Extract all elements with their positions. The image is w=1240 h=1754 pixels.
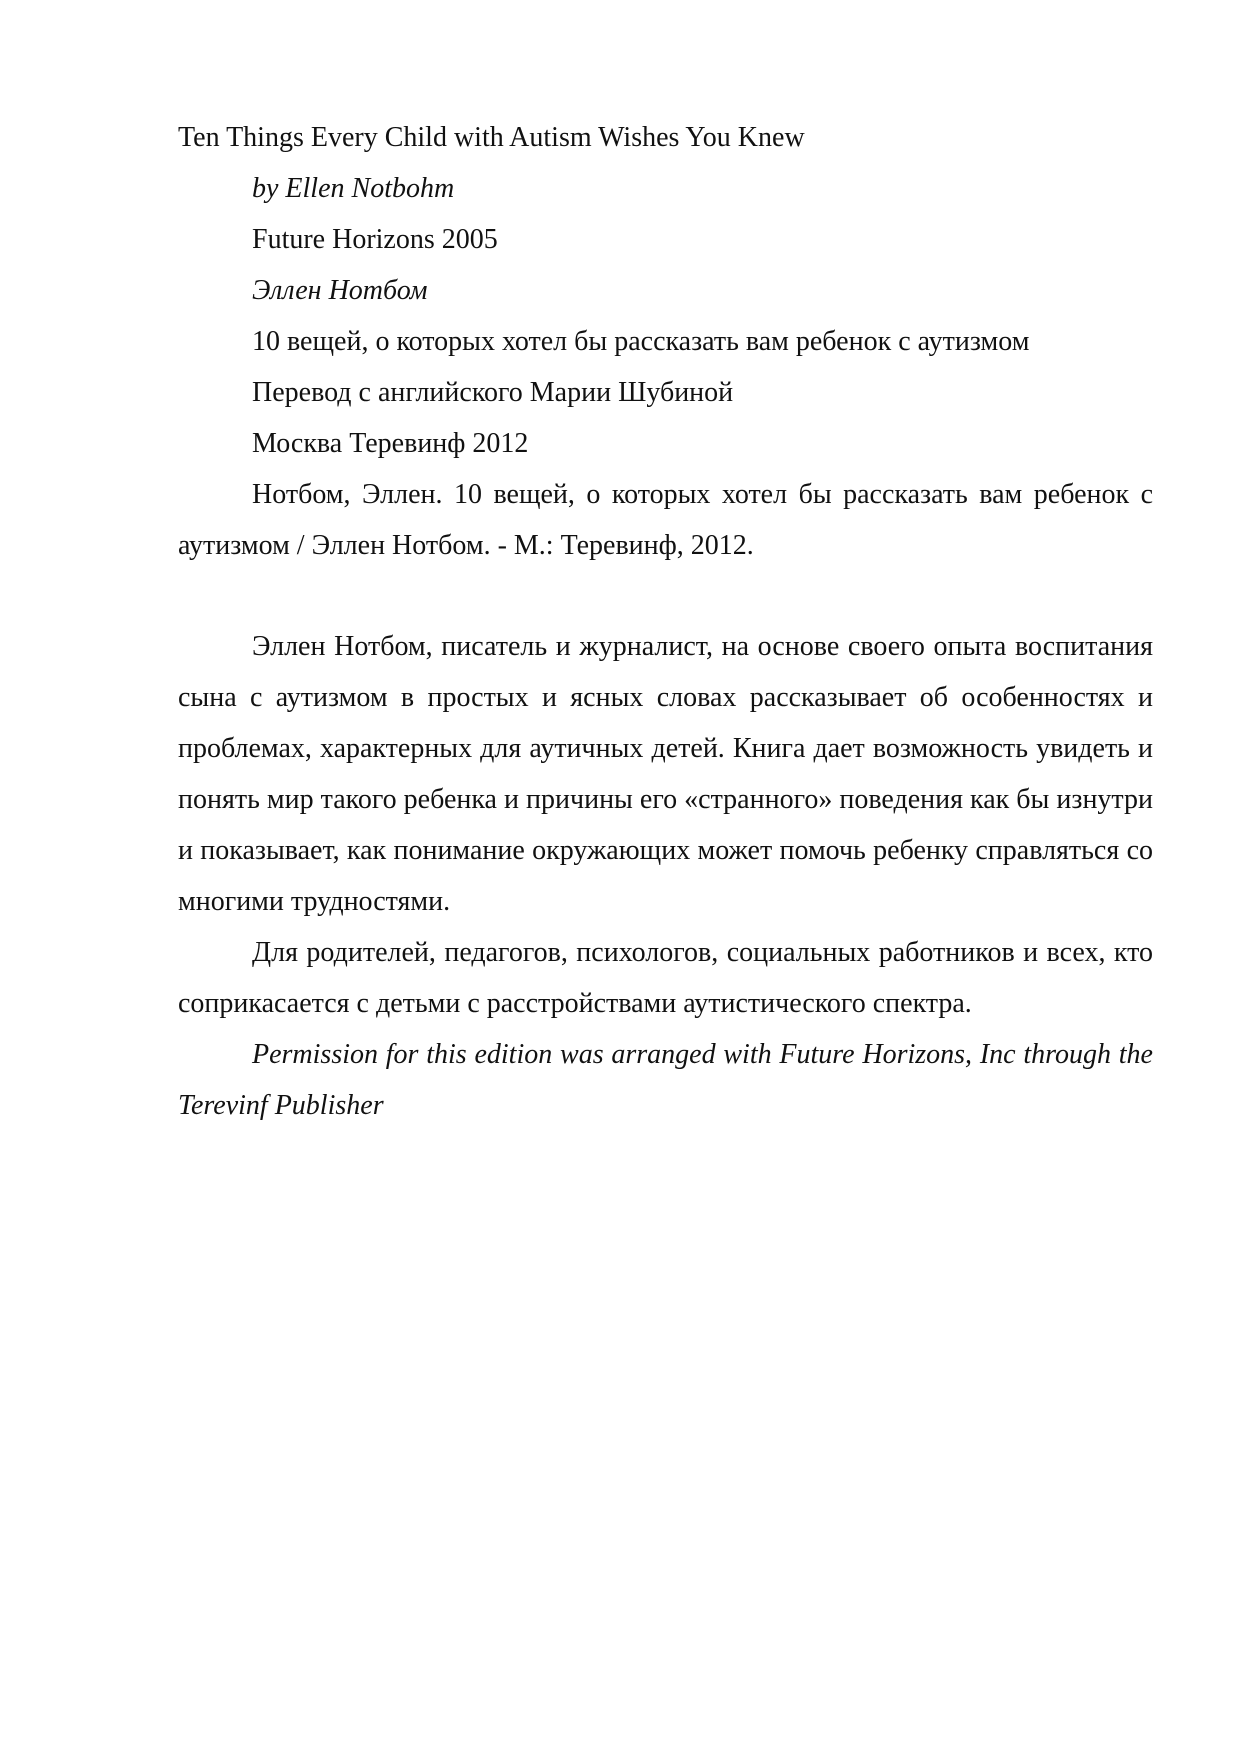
- title-russian: 10 вещей, о которых хотел бы рассказать вам ребенок с аутизмом: [252, 326, 1030, 357]
- translator-credit: Перевод с английского Марии Шубиной: [252, 377, 734, 408]
- title-english: Ten Things Every Child with Autism Wishes You Knew: [178, 122, 805, 153]
- page-content: [178, 112, 1153, 1131]
- author-english: by Ellen Notbohm: [252, 173, 455, 204]
- publisher-russian: Москва Теревинф 2012: [252, 428, 529, 459]
- bibliographic-citation: Нотбом, Эллен. 10 вещей, о которых хотел бы рассказать вам ребенок с аутизмом / Эллен Нотбом. - М.: Теревинф, 2012.: [178, 479, 1153, 561]
- publisher-english: Future Horizons 2005: [252, 224, 498, 255]
- annotation-paragraph: Эллен Нотбом, писатель и журналист, на основе своего опыта воспитания сына с аутизмом в простых и ясных словах рассказывает об особенностях и проблемах, характерных для аутичных детей. Книга дает возможность увидеть и понять мир такого ребенка и причины его «странного» поведения как бы изнутри и показывает, как понимание окружающих может помочь ребенку справляться со многими трудностями.: [178, 631, 1153, 917]
- permission-notice: Permission for this edition was arranged with Future Horizons, Inc through the Terevinf Publisher: [178, 1039, 1153, 1121]
- audience-paragraph: Для родителей, педагогов, психологов, социальных работников и всех, кто соприкасается с детьми с расстройствами аутистического спектра.: [178, 937, 1153, 1019]
- author-russian: Эллен Нотбом: [252, 275, 428, 306]
- spacer: [178, 571, 1153, 621]
